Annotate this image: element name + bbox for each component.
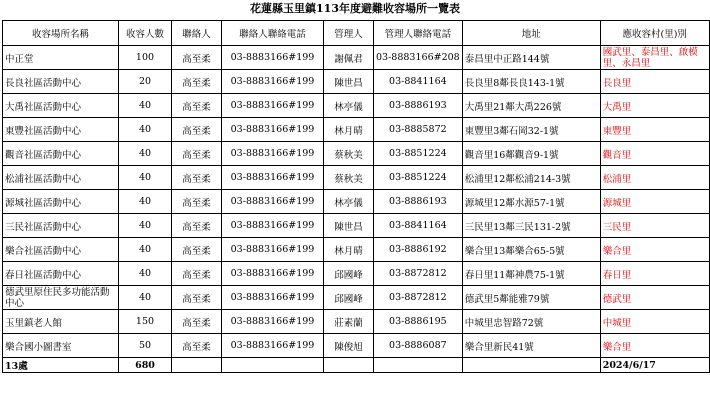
manager-cell: 林亭儀 <box>324 94 374 118</box>
page-title: 花蓮縣玉里鎮113年度避難收容場所一覽表 <box>250 2 460 15</box>
manager-cell: 林月晴 <box>324 238 374 262</box>
manager-cell: 邱國峰 <box>324 262 374 286</box>
manager-phone-cell: 03-8841164 <box>374 70 463 94</box>
table-row <box>3 334 710 358</box>
manager-phone-cell: 03-8851224 <box>374 166 463 190</box>
capacity-cell: 40 <box>119 214 172 238</box>
address-cell: 泰昌里中正路144號 <box>462 46 600 70</box>
header-cell: 管理人聯絡電話 <box>374 21 463 46</box>
contact-person-cell: 高至柔 <box>172 94 222 118</box>
contact-person-cell: 高至柔 <box>172 166 222 190</box>
shelter-name-cell: 德武里原住民多功能活動中心 <box>3 286 119 310</box>
contact-phone-cell: 03-8883166#199 <box>222 46 324 70</box>
address-cell: 樂合里13鄰樂合65-5號 <box>462 238 600 262</box>
empty-cell <box>222 358 324 373</box>
manager-cell: 陳世昌 <box>324 214 374 238</box>
manager-cell: 蔡秋美 <box>324 166 374 190</box>
table-row <box>3 262 710 286</box>
contact-phone-cell: 03-8883166#199 <box>222 238 324 262</box>
manager-cell: 莊素蘭 <box>324 310 374 334</box>
manager-cell: 陳世昌 <box>324 70 374 94</box>
address-cell: 中城里忠智路72號 <box>462 310 600 334</box>
address-cell: 長良里8鄰長良143-1號 <box>462 70 600 94</box>
manager-phone-cell: 03-8841164 <box>374 214 463 238</box>
address-cell: 德武里5鄰能雅79號 <box>462 286 600 310</box>
manager-phone-cell: 03-8886195 <box>374 310 463 334</box>
contact-phone-cell: 03-8883166#199 <box>222 190 324 214</box>
capacity-cell: 40 <box>119 238 172 262</box>
manager-cell: 蔡秋美 <box>324 142 374 166</box>
village-cell: 松浦里 <box>600 166 709 190</box>
shelter-name-cell: 春日社區活動中心 <box>3 262 119 286</box>
empty-cell <box>172 358 222 373</box>
header-cell: 收容場所名稱 <box>3 21 119 46</box>
shelter-name-cell: 東豐社區活動中心 <box>3 118 119 142</box>
manager-cell: 謝佩君 <box>324 46 374 70</box>
contact-person-cell: 高至柔 <box>172 70 222 94</box>
capacity-cell: 40 <box>119 286 172 310</box>
capacity-cell: 150 <box>119 310 172 334</box>
shelter-name-cell: 玉里鎮老人館 <box>3 310 119 334</box>
contact-phone-cell: 03-8883166#199 <box>222 334 324 358</box>
table-row <box>3 142 710 166</box>
village-cell: 樂合里 <box>600 334 709 358</box>
contact-phone-cell: 03-8883166#199 <box>222 286 324 310</box>
shelter-name-cell: 觀音社區活動中心 <box>3 142 119 166</box>
shelter-name-cell: 三民社區活動中心 <box>3 214 119 238</box>
shelter-count: 13處 <box>3 358 119 373</box>
address-cell: 三民里13鄰三民131-2號 <box>462 214 600 238</box>
table-row <box>3 238 710 262</box>
header-cell: 聯絡人 <box>172 21 222 46</box>
contact-phone-cell: 03-8883166#199 <box>222 310 324 334</box>
village-cell: 國武里、泰昌里、啟模里、永昌里 <box>600 46 709 70</box>
empty-cell <box>324 358 374 373</box>
table-date: 2024/6/17 <box>600 358 709 373</box>
empty-cell <box>462 358 600 373</box>
manager-cell: 陳俊旭 <box>324 334 374 358</box>
village-cell: 德武里 <box>600 286 709 310</box>
capacity-cell: 40 <box>119 262 172 286</box>
contact-person-cell: 高至柔 <box>172 238 222 262</box>
table-row <box>3 310 710 334</box>
capacity-cell: 40 <box>119 142 172 166</box>
capacity-cell: 50 <box>119 334 172 358</box>
manager-phone-cell: 03-8883166#208 <box>374 46 463 70</box>
shelter-table <box>2 20 710 373</box>
manager-phone-cell: 03-8886193 <box>374 94 463 118</box>
table-row <box>3 214 710 238</box>
village-cell: 東豐里 <box>600 118 709 142</box>
shelter-name-cell: 中正堂 <box>3 46 119 70</box>
address-cell: 大禹里21鄰大禹226號 <box>462 94 600 118</box>
table-row <box>3 46 710 70</box>
village-cell: 樂合里 <box>600 238 709 262</box>
contact-phone-cell: 03-8883166#199 <box>222 70 324 94</box>
contact-phone-cell: 03-8883166#199 <box>222 94 324 118</box>
address-cell: 東豐里3鄰石岡32-1號 <box>462 118 600 142</box>
capacity-cell: 40 <box>119 190 172 214</box>
contact-person-cell: 高至柔 <box>172 286 222 310</box>
contact-phone-cell: 03-8883166#199 <box>222 118 324 142</box>
capacity-cell: 40 <box>119 94 172 118</box>
contact-person-cell: 高至柔 <box>172 118 222 142</box>
manager-cell: 林亭儀 <box>324 190 374 214</box>
contact-phone-cell: 03-8883166#199 <box>222 262 324 286</box>
table-row <box>3 166 710 190</box>
manager-phone-cell: 03-8886192 <box>374 238 463 262</box>
contact-person-cell: 高至柔 <box>172 334 222 358</box>
village-cell: 大禹里 <box>600 94 709 118</box>
manager-phone-cell: 03-8851224 <box>374 142 463 166</box>
address-cell: 樂合里新民41號 <box>462 334 600 358</box>
shelter-name-cell: 源城社區活動中心 <box>3 190 119 214</box>
address-cell: 源城里12鄰水源57-1號 <box>462 190 600 214</box>
header-cell: 聯絡人聯絡電話 <box>222 21 324 46</box>
shelter-name-cell: 樂合國小圖書室 <box>3 334 119 358</box>
manager-phone-cell: 03-8885872 <box>374 118 463 142</box>
capacity-cell: 100 <box>119 46 172 70</box>
shelter-name-cell: 大禹社區活動中心 <box>3 94 119 118</box>
shelter-name-cell: 松浦社區活動中心 <box>3 166 119 190</box>
shelter-name-cell: 樂合社區活動中心 <box>3 238 119 262</box>
manager-cell: 林月晴 <box>324 118 374 142</box>
village-cell: 三民里 <box>600 214 709 238</box>
village-cell: 觀音里 <box>600 142 709 166</box>
manager-cell: 邱國峰 <box>324 286 374 310</box>
header-cell: 應收容村(里)別 <box>600 21 709 46</box>
manager-phone-cell: 03-8886087 <box>374 334 463 358</box>
contact-person-cell: 高至柔 <box>172 190 222 214</box>
table-row <box>3 70 710 94</box>
header-cell: 收容人數 <box>119 21 172 46</box>
contact-person-cell: 高至柔 <box>172 262 222 286</box>
address-cell: 春日里11鄰神農75-1號 <box>462 262 600 286</box>
capacity-cell: 40 <box>119 118 172 142</box>
empty-cell <box>374 358 463 373</box>
table-row <box>3 118 710 142</box>
village-cell: 長良里 <box>600 70 709 94</box>
contact-person-cell: 高至柔 <box>172 142 222 166</box>
contact-phone-cell: 03-8883166#199 <box>222 142 324 166</box>
table-row <box>3 190 710 214</box>
manager-phone-cell: 03-8872812 <box>374 262 463 286</box>
address-cell: 松浦里12鄰松浦214-3號 <box>462 166 600 190</box>
capacity-cell: 20 <box>119 70 172 94</box>
contact-phone-cell: 03-8883166#199 <box>222 214 324 238</box>
header-cell: 地址 <box>462 21 600 46</box>
table-row <box>3 286 710 310</box>
header-row <box>3 21 710 46</box>
contact-person-cell: 高至柔 <box>172 46 222 70</box>
contact-person-cell: 高至柔 <box>172 214 222 238</box>
village-cell: 春日里 <box>600 262 709 286</box>
contact-person-cell: 高至柔 <box>172 310 222 334</box>
capacity-cell: 40 <box>119 166 172 190</box>
village-cell: 中城里 <box>600 310 709 334</box>
manager-phone-cell: 03-8872812 <box>374 286 463 310</box>
header-cell: 管理人 <box>324 21 374 46</box>
summary-row <box>3 358 710 373</box>
shelter-name-cell: 長良社區活動中心 <box>3 70 119 94</box>
table-row <box>3 94 710 118</box>
total-capacity: 680 <box>119 358 172 373</box>
manager-phone-cell: 03-8886193 <box>374 190 463 214</box>
address-cell: 觀音里16鄰觀音9-1號 <box>462 142 600 166</box>
village-cell: 源城里 <box>600 190 709 214</box>
contact-phone-cell: 03-8883166#199 <box>222 166 324 190</box>
